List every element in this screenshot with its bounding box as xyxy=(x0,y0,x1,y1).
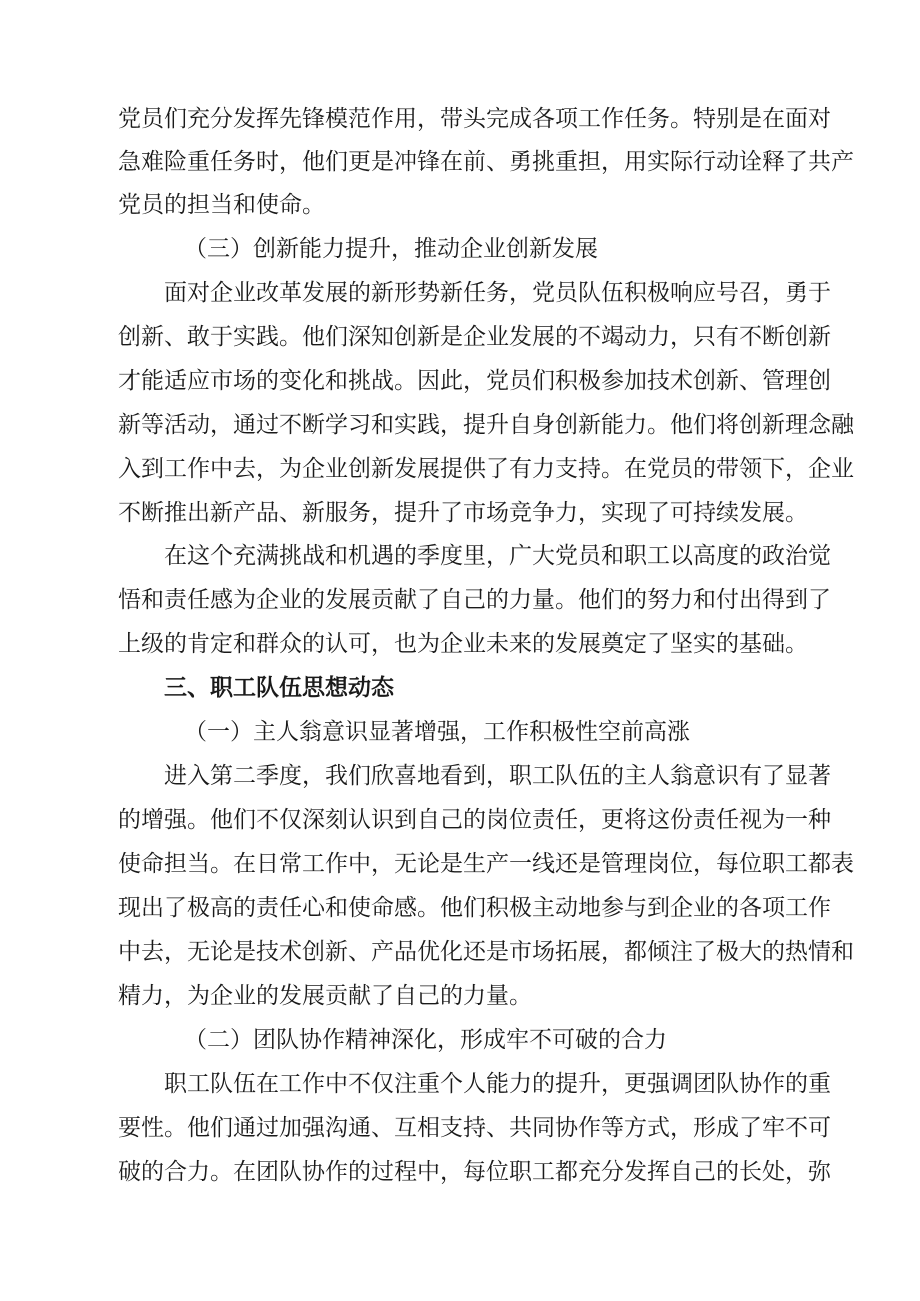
subsection-heading: （三）创新能力提升，推动企业创新发展 xyxy=(184,236,598,262)
paragraph-line: 创新、敢于实践。他们深知创新是企业发展的不竭动力，只有不断创新 xyxy=(118,324,831,350)
paragraph-line: 悟和责任感为企业的发展贡献了自己的力量。他们的努力和付出得到了 xyxy=(118,587,831,613)
subsection-heading: （二）团队协作精神深化，形成牢不可破的合力 xyxy=(184,1027,667,1053)
paragraph-line: 使命担当。在日常工作中，无论是生产一线还是管理岗位，每位职工都表 xyxy=(118,851,854,877)
paragraph-line: 不断推出新产品、新服务，提升了市场竞争力，实现了可持续发展。 xyxy=(118,500,808,526)
paragraph-line: 破的合力。在团队协作的过程中，每位职工都充分发挥自己的长处，弥 xyxy=(118,1159,831,1185)
paragraph-line: 精力，为企业的发展贡献了自己的力量。 xyxy=(118,983,532,1009)
paragraph-line: 面对企业改革发展的新形势新任务，党员队伍积极响应号召，勇于 xyxy=(164,280,831,306)
paragraph-line: 才能适应市场的变化和挑战。因此，党员们积极参加技术创新、管理创 xyxy=(118,368,831,394)
section-heading: 三、职工队伍思想动态 xyxy=(164,675,394,701)
paragraph-line: 要性。他们通过加强沟通、互相支持、共同协作等方式，形成了牢不可 xyxy=(118,1115,831,1141)
paragraph-line: 在这个充满挑战和机遇的季度里，广大党员和职工以高度的政治觉 xyxy=(164,543,831,569)
paragraph-line: 党员的担当和使命。 xyxy=(118,192,325,218)
paragraph-line: 入到工作中去，为企业创新发展提供了有力支持。在党员的带领下，企业 xyxy=(118,456,854,482)
paragraph-line: 职工队伍在工作中不仅注重个人能力的提升，更强调团队协作的重 xyxy=(164,1071,831,1097)
paragraph-line: 进入第二季度，我们欣喜地看到，职工队伍的主人翁意识有了显著 xyxy=(164,763,831,789)
paragraph-line: 急难险重任务时，他们更是冲锋在前、勇挑重担，用实际行动诠释了共产 xyxy=(118,149,854,175)
subsection-heading: （一）主人翁意识显著增强，工作积极性空前高涨 xyxy=(184,719,690,745)
paragraph-line: 上级的肯定和群众的认可，也为企业未来的发展奠定了坚实的基础。 xyxy=(118,631,808,657)
paragraph-line: 新等活动，通过不断学习和实践，提升自身创新能力。他们将创新理念融 xyxy=(118,412,854,438)
paragraph-line: 党员们充分发挥先锋模范作用，带头完成各项工作任务。特别是在面对 xyxy=(118,106,831,132)
paragraph-line: 现出了极高的责任心和使命感。他们积极主动地参与到企业的各项工作 xyxy=(118,895,831,921)
paragraph-line: 的增强。他们不仅深刻认识到自己的岗位责任，更将这份责任视为一种 xyxy=(118,807,831,833)
paragraph-line: 中去，无论是技术创新、产品优化还是市场拓展，都倾注了极大的热情和 xyxy=(118,939,854,965)
